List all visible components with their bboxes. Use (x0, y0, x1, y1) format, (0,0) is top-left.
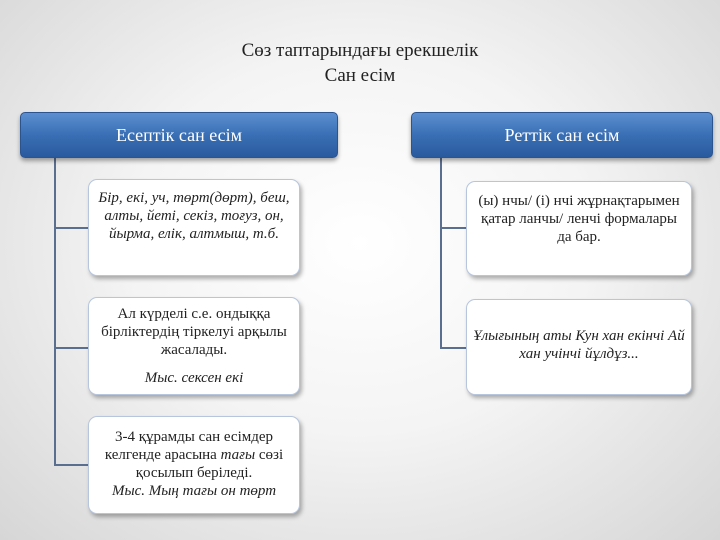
left-header-box (20, 112, 338, 158)
right-connector-1 (440, 227, 466, 229)
right-item-1-text: (ы) нчы/ (і) нчі жұрнақтарымен қатар ланчы/ ленчі формалары да бар. (478, 193, 680, 245)
left-item-1 (88, 179, 300, 276)
title-line-2: Сан есім (324, 65, 396, 86)
title-line-1: Сөз таптарындағы ерекшелік (241, 40, 479, 61)
right-item-2-text: Ұлығының аты Кун хан екінчі Ай хан учінчі йұлдұз... (473, 328, 685, 362)
left-item-2-example: Мыс. сексен екі (144, 370, 244, 386)
left-item-3-text-b: сөзі қосылып беріледі. (135, 447, 284, 481)
right-header-box (411, 112, 713, 158)
left-item-2 (88, 297, 300, 395)
right-item-2 (466, 299, 692, 395)
left-connector-1 (54, 227, 88, 229)
left-item-3-example: Мыс. Мың тағы он төрт (111, 483, 277, 499)
right-item-1 (466, 181, 692, 276)
left-item-3 (88, 416, 300, 514)
left-item-3-text-a: 3-4 құрамды сан есімдер келгенде арасына (104, 429, 274, 463)
page-title (0, 38, 720, 88)
left-item-1-text: Бір, екі, уч, төрт(дөрт), беш, алты, йеті, секіз, тоғуз, он, йырма, елік, алтмыш, т.б. (98, 190, 290, 242)
left-connector-vertical (54, 156, 56, 466)
left-connector-3 (54, 464, 88, 466)
left-connector-2 (54, 347, 88, 349)
right-header-label: Реттік сан есім (504, 124, 620, 145)
right-connector-vertical (440, 156, 442, 347)
left-item-2-text: Ал күрделі с.е. ондыққа бірліктердің тіркелуі арқылы жасалады. (101, 306, 287, 358)
right-connector-2 (440, 347, 466, 349)
left-item-3-italic-word: тағы (220, 447, 256, 463)
left-header-label: Есептік сан есім (115, 124, 243, 145)
